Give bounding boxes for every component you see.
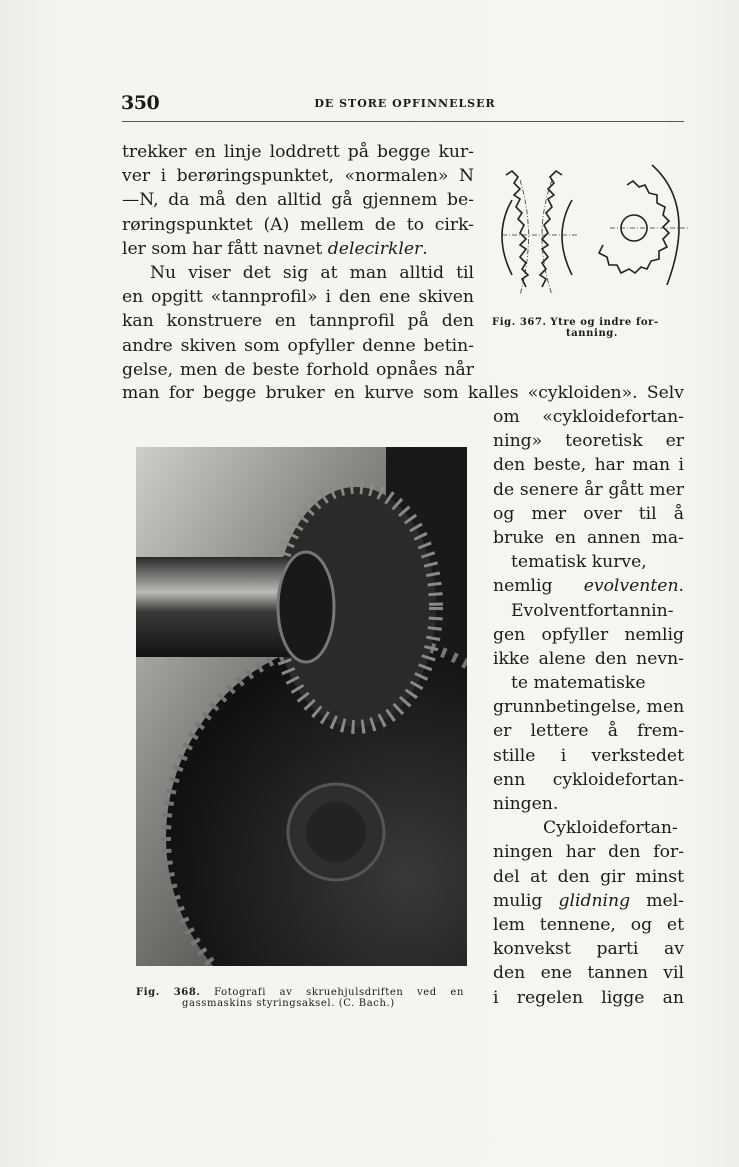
fig367-caption-line2: tanning. <box>566 328 618 339</box>
text-line <box>122 213 474 237</box>
fig367-caption <box>492 317 692 339</box>
text-line <box>493 744 684 768</box>
text-line <box>493 453 684 477</box>
text-line <box>122 237 474 261</box>
text-line <box>493 599 684 623</box>
line-text: de senere år gått mer <box>493 479 684 500</box>
fig367-label: Fig. 367. <box>492 317 547 328</box>
text-line <box>493 768 684 792</box>
emphasized-term: delecirkler <box>327 238 423 259</box>
line-text: Evolventfortannin- <box>511 600 674 621</box>
text-line <box>122 381 684 405</box>
line-text: gen opfyller nemlig <box>493 624 684 645</box>
text-line <box>122 309 474 333</box>
line-text: tematisk kurve, <box>511 552 647 573</box>
text-line <box>493 429 684 453</box>
text-line <box>493 719 684 743</box>
fig368-caption-line1: Fotografi av skruehjulsdriften ved en <box>214 987 464 998</box>
line-text: i regelen ligge an <box>493 987 684 1008</box>
text-line <box>493 671 684 695</box>
line-text: man for begge bruker en kurve som kalles «cykloiden». Selv <box>122 383 684 403</box>
text-line <box>122 358 474 382</box>
line-text: . <box>422 238 428 259</box>
line-text: bruke en annen ma- <box>493 527 684 548</box>
line-text: den beste, har man i <box>493 455 684 476</box>
fig368-label: Fig. 368. <box>136 987 201 998</box>
line-text: Cykloidefortan- <box>543 818 678 839</box>
text-line <box>493 478 684 502</box>
line-text: andre skiven som opfyller denne betin- <box>122 335 474 356</box>
line-text: konvekst parti av <box>493 939 684 960</box>
text-line <box>493 550 684 574</box>
left-column-text <box>122 140 474 382</box>
text-line <box>493 623 684 647</box>
line-text: Nu viser det sig at man alltid til <box>150 262 474 283</box>
line-text: ler som har fått navnet <box>122 238 328 259</box>
text-line <box>493 405 684 429</box>
text-line <box>493 502 684 526</box>
line-text: enn cykloidefortan- <box>493 769 684 790</box>
line-text: lem tennene, og et <box>493 914 684 935</box>
text-line <box>122 334 474 358</box>
line-text: te matematiske <box>511 673 646 694</box>
emphasized-term: glidning <box>558 890 631 911</box>
line-text: stille i verkstedet <box>493 745 684 766</box>
right-column-text <box>493 405 684 1010</box>
line-text: ikke alene den nevn- <box>493 648 684 669</box>
page-number: 350 <box>121 92 160 114</box>
running-head: DE STORE OPFINNELSER <box>314 97 496 110</box>
text-line <box>493 865 684 889</box>
text-line <box>493 526 684 550</box>
line-text: og mer over til å <box>493 503 684 524</box>
text-line <box>493 816 684 840</box>
text-line <box>122 140 474 164</box>
text-line <box>493 792 684 816</box>
line-text: er lettere å frem- <box>493 721 684 742</box>
emphasized-term: evolventen <box>583 576 679 597</box>
line-text: . <box>678 576 684 597</box>
gear-drive-photograph <box>136 447 467 966</box>
text-line <box>493 647 684 671</box>
line-text: gelse, men de beste forhold opnåes når <box>122 359 474 380</box>
line-text: mulig <box>493 890 559 911</box>
line-text: mel- <box>630 890 684 911</box>
line-text: den ene tannen vil <box>493 963 684 984</box>
text-line <box>493 574 684 598</box>
line-text: del at den gir minst <box>493 866 684 887</box>
full-width-text <box>122 381 684 405</box>
text-line <box>122 285 474 309</box>
text-line <box>493 937 684 961</box>
line-text: ning» teoretisk er <box>493 431 684 452</box>
header-rule <box>122 121 684 122</box>
line-text: om «cykloidefortan- <box>493 407 684 427</box>
line-text: ver i berøringspunktet, «normalen» N <box>122 166 474 187</box>
text-line <box>493 695 684 719</box>
text-line <box>493 913 684 937</box>
text-line <box>493 961 684 985</box>
line-text: røringspunktet (A) mellem de to cirk- <box>122 214 474 235</box>
fig368-caption <box>136 987 464 1009</box>
line-text: ningen. <box>493 794 559 814</box>
fig368-caption-line2: gassmaskins styringsaksel. (C. Bach.) <box>182 998 395 1009</box>
line-text: —N, da må den alltid gå gjennem be- <box>122 190 474 211</box>
line-text: nemlig <box>493 576 584 597</box>
line-text: kan konstruere en tannprofil på den <box>122 311 474 332</box>
text-line <box>122 164 474 188</box>
line-text: grunnbetingelse, men <box>493 697 685 718</box>
line-text: en opgitt «tannprofil» i den ene skiven <box>122 287 474 308</box>
fig367-caption-line1: Ytre og indre for- <box>550 317 659 328</box>
text-line <box>493 889 684 913</box>
line-text: ningen har den for- <box>493 842 684 863</box>
text-line <box>493 840 684 864</box>
line-text: trekker en linje loddrett på begge kur- <box>122 142 474 162</box>
gear-teeth-diagram <box>492 160 692 310</box>
text-line <box>493 986 684 1010</box>
text-line <box>122 261 474 285</box>
text-line <box>122 188 474 212</box>
